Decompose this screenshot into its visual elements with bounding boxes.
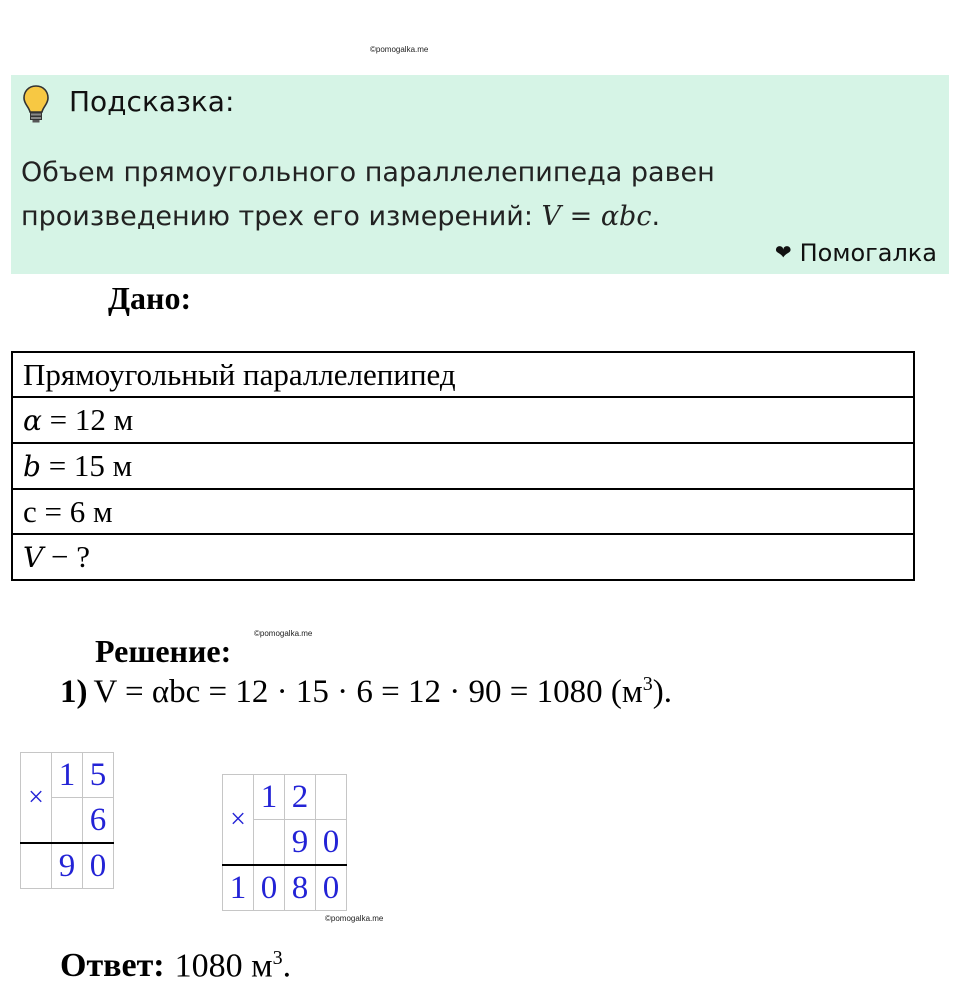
calc-digit	[316, 775, 347, 820]
solution-heading: Решение:	[95, 633, 232, 669]
hint-title: Подсказка:	[69, 85, 235, 118]
var-c: c	[23, 494, 37, 529]
given-value-c: = 6 м	[36, 494, 113, 529]
calc-digit: 0	[254, 865, 285, 911]
calc-digit: 9	[52, 843, 83, 889]
calc-digit: 1	[254, 775, 285, 820]
calc-digit: 2	[285, 775, 316, 820]
given-row	[12, 489, 914, 534]
calc-digit: 5	[83, 753, 114, 798]
answer-value: 1080 м	[174, 947, 273, 985]
lightbulb-icon	[21, 84, 51, 124]
heart-icon: ❤	[774, 240, 792, 264]
solution-expression: V = αbc = 12 · 15 · 6 = 12 · 90 = 1080 (м	[93, 674, 643, 710]
calc-digit: 0	[316, 820, 347, 866]
calc-digit: 0	[83, 843, 114, 889]
given-row	[12, 397, 914, 443]
hint-text-line2	[21, 195, 931, 239]
calc-digit	[254, 820, 285, 866]
hint-formula: V = αbc	[541, 201, 652, 232]
brand-label	[775, 239, 937, 267]
calc-result-row	[223, 865, 347, 911]
answer-exponent: 3	[272, 947, 283, 969]
brand-name: Помогалка	[799, 239, 937, 267]
hint-text-prefix: произведению трех его измерений:	[21, 201, 542, 232]
calc-row	[21, 753, 114, 798]
calc-digit: 6	[83, 798, 114, 844]
var-v: V	[23, 541, 44, 574]
calc-digit: 1	[223, 865, 254, 911]
hint-text-line1: Объем прямоугольного параллелепипеда равен	[21, 157, 715, 188]
given-heading: Дано:	[108, 280, 192, 316]
calc-digit: 9	[285, 820, 316, 866]
watermark-middle: ©pomogalka.me	[254, 629, 313, 638]
given-value-b: = 15 м	[40, 448, 133, 483]
calc-digit	[52, 798, 83, 844]
calc-digit: 1	[52, 753, 83, 798]
answer-line	[60, 947, 291, 985]
var-b: b	[23, 450, 41, 483]
given-value-v: − ?	[43, 539, 90, 574]
given-cell-figure: Прямоугольный параллелепипед	[12, 352, 914, 397]
given-cell-c	[12, 489, 914, 534]
calc-digit: 8	[285, 865, 316, 911]
var-a: α	[23, 404, 42, 437]
solution-expression-end: ).	[652, 674, 672, 710]
multiply-sign: ×	[223, 775, 254, 866]
calc-result-row	[21, 843, 114, 889]
calc-row	[223, 775, 347, 820]
step-number: 1)	[60, 674, 88, 710]
given-table	[11, 351, 915, 581]
given-value-a: = 12 м	[41, 402, 134, 437]
given-cell-a	[12, 397, 914, 443]
watermark-top: ©pomogalka.me	[370, 45, 429, 54]
multiplication-15x6	[20, 752, 114, 889]
given-cell-b	[12, 443, 914, 489]
given-cell-v	[12, 534, 914, 580]
multiply-sign: ×	[21, 753, 52, 844]
watermark-bottom: ©pomogalka.me	[325, 914, 384, 923]
given-row	[12, 443, 914, 489]
given-row	[12, 534, 914, 580]
multiplication-12x90	[222, 774, 347, 911]
hint-box	[11, 75, 949, 274]
calc-digit: 0	[316, 865, 347, 911]
calc-digit	[21, 843, 52, 889]
hint-text-suffix: .	[651, 201, 661, 232]
solution-step-1	[60, 673, 672, 711]
answer-end: .	[282, 947, 292, 985]
hint-text	[21, 151, 931, 239]
answer-label: Ответ:	[60, 947, 165, 985]
solution-exponent: 3	[642, 673, 653, 695]
given-row	[12, 352, 914, 397]
